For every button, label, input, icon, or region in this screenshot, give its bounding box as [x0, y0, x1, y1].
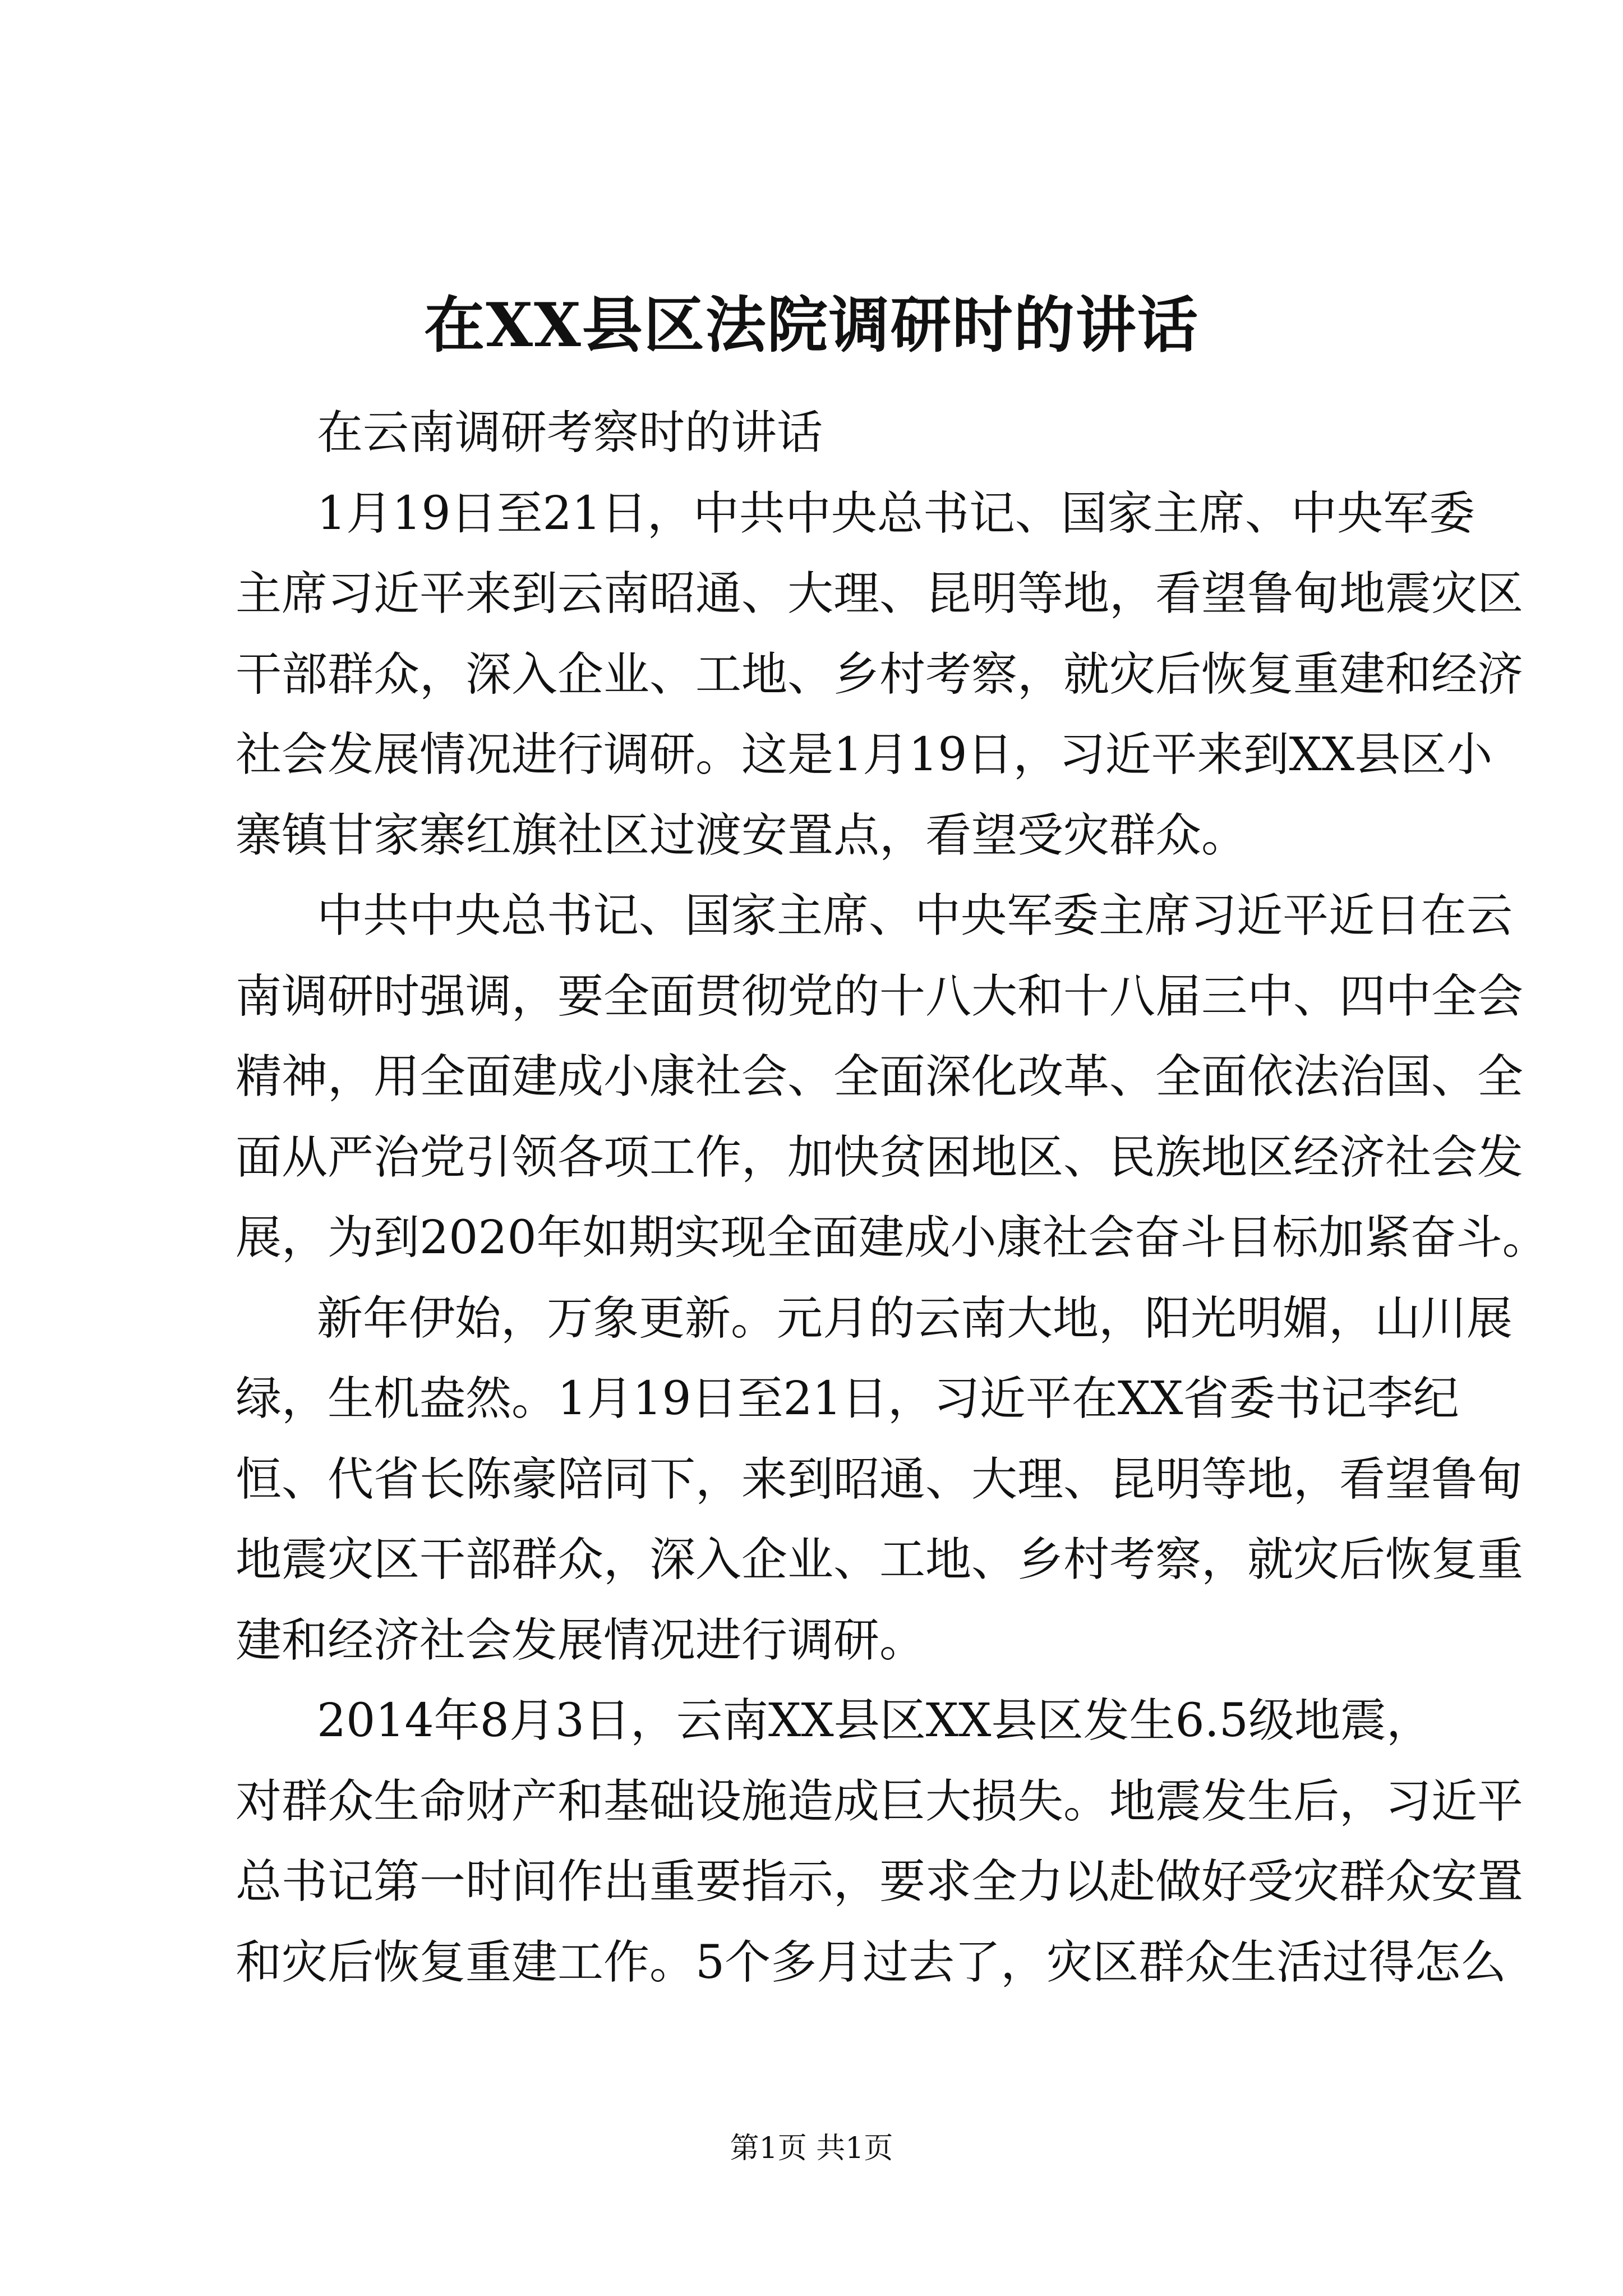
text-line: 恒、代省长陈豪陪同下，来到昭通、大理、昆明等地，看望鲁甸 — [236, 1452, 1524, 1506]
document-body — [236, 393, 1548, 2003]
text-line: 2014年8月3日，云南XX县区XX县区发生6.5级地震， — [317, 1694, 1432, 1747]
text-line: 南调研时强调，要全面贯彻党的十八大和十八届三中、四中全会 — [236, 969, 1524, 1023]
text-line: 1月19日至21日，中共中央总书记、国家主席、中央军委 — [317, 486, 1475, 540]
text-line: 精神，用全面建成小康社会、全面深化改革、全面依法治国、全 — [236, 1050, 1524, 1103]
text-line: 展，为到2020年如期实现全面建成小康社会奋斗目标加紧奋斗。 — [236, 1211, 1548, 1264]
text-line: 社会发展情况进行调研。这是1月19日，习近平来到XX县区小 — [236, 728, 1493, 781]
document-title: 在XX县区法院调研时的讲话 — [424, 290, 1199, 361]
text-line: 面从严治党引领各项工作，加快贫困地区、民族地区经济社会发 — [236, 1130, 1524, 1184]
text-line: 地震灾区干部群众，深入企业、工地、乡村考察，就灾后恢复重 — [236, 1533, 1524, 1586]
text-line: 干部群众，深入企业、工地、乡村考察，就灾后恢复重建和经济 — [236, 647, 1524, 701]
text-line: 绿，生机盎然。1月19日至21日，习近平在XX省委书记李纪 — [236, 1372, 1459, 1425]
text-line: 在云南调研考察时的讲话 — [317, 406, 823, 459]
text-line: 中共中央总书记、国家主席、中央军委主席习近平近日在云 — [317, 889, 1513, 942]
text-line: 和灾后恢复重建工作。5个多月过去了，灾区群众生活过得怎么 — [236, 1935, 1507, 1989]
text-line: 建和经济社会发展情况进行调研。 — [236, 1613, 926, 1667]
text-line: 主席习近平来到云南昭通、大理、昆明等地，看望鲁甸地震灾区 — [236, 567, 1524, 620]
text-line: 新年伊始，万象更新。元月的云南大地，阳光明媚，山川展 — [317, 1291, 1513, 1345]
text-line: 寨镇甘家寨红旗社区过渡安置点，看望受灾群众。 — [236, 808, 1248, 862]
text-line: 对群众生命财产和基础设施造成巨大损失。地震发生后，习近平 — [236, 1774, 1524, 1828]
text-line: 总书记第一时间作出重要指示，要求全力以赴做好受灾群众安置 — [236, 1855, 1524, 1908]
page-footer: 第1页 共1页 — [730, 2132, 893, 2165]
